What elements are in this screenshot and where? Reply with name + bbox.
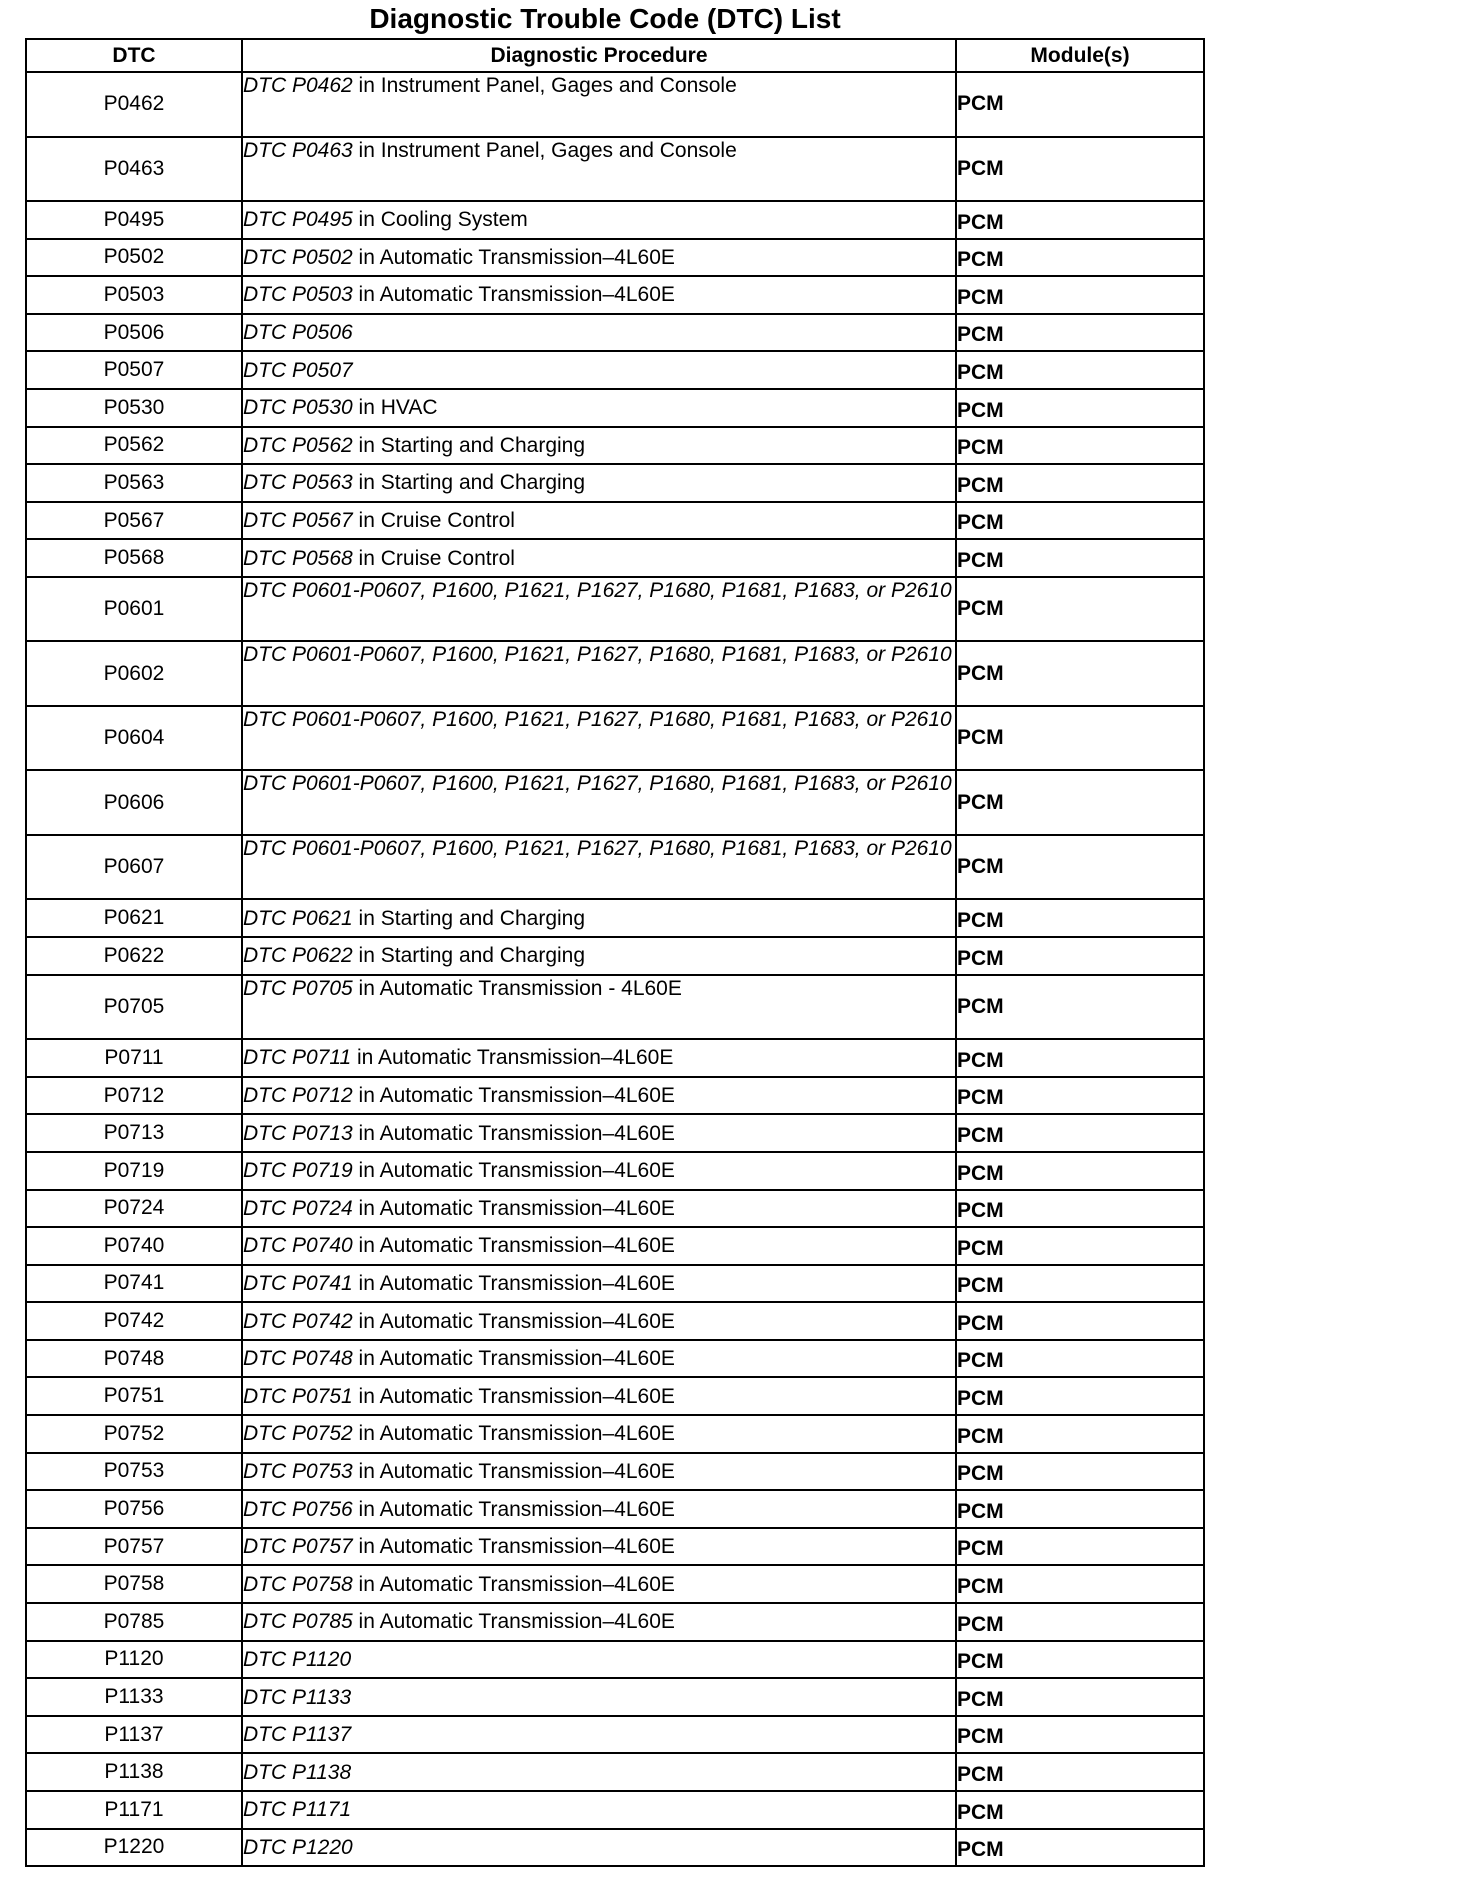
procedure-cell — [242, 1603, 956, 1641]
module-cell: PCM — [956, 770, 1204, 835]
procedure-cell — [242, 1565, 956, 1603]
table-row — [26, 1114, 1204, 1152]
table-row — [26, 1039, 1204, 1077]
procedure-location: in Automatic Transmission–4L60E — [352, 1384, 675, 1408]
procedure-cell — [242, 1415, 956, 1453]
procedure-location: in Cooling System — [352, 208, 528, 232]
dtc-code-cell: P0748 — [26, 1340, 242, 1378]
procedure-reference-link[interactable]: DTC P0713 — [243, 1121, 353, 1145]
module-cell: PCM — [956, 1453, 1204, 1491]
page-title: Diagnostic Trouble Code (DTC) List — [369, 3, 841, 34]
module-cell: PCM — [956, 1377, 1204, 1415]
procedure-reference-link[interactable]: DTC P0758 — [243, 1572, 353, 1596]
procedure-cell — [242, 1716, 956, 1754]
procedure-reference-link[interactable]: DTC P0711 — [243, 1046, 352, 1070]
procedure-reference-link[interactable]: DTC P0757 — [243, 1535, 353, 1559]
dtc-code-cell: P0742 — [26, 1302, 242, 1340]
table-row — [26, 1490, 1204, 1528]
procedure-cell — [242, 276, 956, 314]
procedure-cell — [242, 72, 956, 137]
module-cell: PCM — [956, 72, 1204, 137]
procedure-reference-link[interactable]: DTC P0601-P0607, P1600, P1621, P1627, P1680, P1681, P1683, or P2610 — [243, 643, 952, 667]
procedure-location: in Automatic Transmission–4L60E — [352, 1535, 675, 1559]
module-cell: PCM — [956, 1716, 1204, 1754]
dtc-code-cell: P0567 — [26, 502, 242, 540]
dtc-code-cell: P0502 — [26, 239, 242, 277]
procedure-cell — [242, 706, 956, 771]
table-row — [26, 835, 1204, 900]
dtc-code-cell: P1120 — [26, 1641, 242, 1679]
dtc-code-cell: P0751 — [26, 1377, 242, 1415]
procedure-location: in Automatic Transmission–4L60E — [352, 283, 675, 307]
procedure-cell — [242, 1528, 956, 1566]
dtc-code-cell: P0495 — [26, 201, 242, 239]
module-cell: PCM — [956, 389, 1204, 427]
table-row — [26, 72, 1204, 137]
module-cell: PCM — [956, 1302, 1204, 1340]
dtc-code-cell: P0705 — [26, 975, 242, 1040]
procedure-location: in Automatic Transmission–4L60E — [352, 1422, 675, 1446]
module-cell: PCM — [956, 239, 1204, 277]
dtc-code-cell: P0724 — [26, 1190, 242, 1228]
dtc-code-cell: P0604 — [26, 706, 242, 771]
procedure-location: in Instrument Panel, Gages and Console — [352, 138, 737, 162]
procedure-location: in Automatic Transmission–4L60E — [352, 1572, 675, 1596]
procedure-location: in Instrument Panel, Gages and Console — [352, 74, 737, 97]
dtc-code-cell: P0506 — [26, 314, 242, 352]
procedure-location: in Automatic Transmission–4L60E — [352, 1196, 675, 1220]
procedure-cell — [242, 770, 956, 835]
procedure-location: in Starting and Charging — [352, 906, 586, 930]
module-cell: PCM — [956, 1791, 1204, 1829]
module-cell: PCM — [956, 1490, 1204, 1528]
procedure-reference-link[interactable]: DTC P0719 — [243, 1159, 353, 1183]
dtc-code-cell: P0757 — [26, 1528, 242, 1566]
module-cell: PCM — [956, 1077, 1204, 1115]
module-cell: PCM — [956, 1340, 1204, 1378]
procedure-reference-link[interactable]: DTC P1137 — [243, 1723, 352, 1747]
module-cell: PCM — [956, 201, 1204, 239]
table-row — [26, 1603, 1204, 1641]
dtc-code-cell: P0621 — [26, 899, 242, 937]
procedure-reference-link[interactable]: DTC P0785 — [243, 1610, 353, 1634]
procedure-cell — [242, 975, 956, 1040]
procedure-location: in Automatic Transmission–4L60E — [352, 1309, 675, 1333]
procedure-cell — [242, 1114, 956, 1152]
procedure-reference-link[interactable]: DTC P0622 — [243, 944, 353, 968]
table-row — [26, 1227, 1204, 1265]
module-cell: PCM — [956, 502, 1204, 540]
module-cell: PCM — [956, 835, 1204, 900]
module-cell: PCM — [956, 937, 1204, 975]
table-row — [26, 1716, 1204, 1754]
module-cell: PCM — [956, 427, 1204, 465]
table-row — [26, 1453, 1204, 1491]
procedure-reference-link[interactable]: DTC P0495 — [243, 208, 353, 232]
module-cell: PCM — [956, 1415, 1204, 1453]
procedure-cell — [242, 137, 956, 202]
procedure-reference-link[interactable]: DTC P0503 — [243, 283, 353, 307]
procedure-reference-link[interactable]: DTC P0724 — [243, 1196, 353, 1220]
table-row — [26, 1753, 1204, 1791]
procedure-cell — [242, 1753, 956, 1791]
module-cell: PCM — [956, 1039, 1204, 1077]
module-cell: PCM — [956, 1565, 1204, 1603]
procedure-location: in Automatic Transmission–4L60E — [352, 1084, 675, 1108]
dtc-code-cell: P0606 — [26, 770, 242, 835]
procedure-reference-link[interactable]: DTC P0601-P0607, P1600, P1621, P1627, P1680, P1681, P1683, or P2610 — [243, 578, 952, 602]
procedure-cell — [242, 1265, 956, 1303]
procedure-cell — [242, 239, 956, 277]
table-row — [26, 201, 1204, 239]
procedure-reference-link[interactable]: DTC P0712 — [243, 1084, 353, 1108]
module-cell: PCM — [956, 577, 1204, 642]
procedure-cell — [242, 1039, 956, 1077]
dtc-code-cell: P0503 — [26, 276, 242, 314]
procedure-reference-link[interactable]: DTC P0705 — [243, 976, 353, 1000]
module-cell: PCM — [956, 137, 1204, 202]
module-cell: PCM — [956, 1265, 1204, 1303]
module-cell: PCM — [956, 1152, 1204, 1190]
procedure-reference-link[interactable]: DTC P0741 — [243, 1271, 353, 1295]
procedure-reference-link[interactable]: DTC P1171 — [243, 1798, 352, 1822]
procedure-reference-link[interactable]: DTC P0568 — [243, 546, 353, 570]
procedure-cell — [242, 427, 956, 465]
dtc-code-cell: P0607 — [26, 835, 242, 900]
column-header-modules: Module(s) — [956, 39, 1204, 72]
table-row — [26, 1565, 1204, 1603]
procedure-cell — [242, 1377, 956, 1415]
table-row — [26, 427, 1204, 465]
procedure-cell — [242, 539, 956, 577]
table-row — [26, 389, 1204, 427]
dtc-code-cell: P0530 — [26, 389, 242, 427]
procedure-location: in Automatic Transmission–4L60E — [352, 1234, 675, 1258]
procedure-reference-link[interactable]: DTC P0756 — [243, 1497, 353, 1521]
procedure-cell — [242, 937, 956, 975]
table-row — [26, 1302, 1204, 1340]
dtc-code-cell: P1138 — [26, 1753, 242, 1791]
procedure-reference-link[interactable]: DTC P0463 — [243, 138, 353, 162]
column-header-procedure: Diagnostic Procedure — [242, 39, 956, 72]
procedure-reference-link[interactable]: DTC P0753 — [243, 1459, 353, 1483]
procedure-reference-link[interactable]: DTC P0563 — [243, 471, 353, 495]
dtc-code-cell: P0601 — [26, 577, 242, 642]
procedure-location: in Starting and Charging — [352, 944, 586, 968]
table-row — [26, 314, 1204, 352]
module-cell: PCM — [956, 1678, 1204, 1716]
table-row — [26, 1152, 1204, 1190]
dtc-code-cell: P0752 — [26, 1415, 242, 1453]
procedure-cell — [242, 502, 956, 540]
procedure-cell — [242, 1302, 956, 1340]
procedure-reference-link[interactable]: DTC P0462 — [243, 74, 353, 97]
procedure-cell — [242, 1453, 956, 1491]
procedure-cell — [242, 1190, 956, 1228]
table-row — [26, 1415, 1204, 1453]
procedure-location: in Automatic Transmission–4L60E — [351, 1046, 674, 1070]
table-row — [26, 975, 1204, 1040]
procedure-cell — [242, 1678, 956, 1716]
procedure-location: in Starting and Charging — [352, 433, 586, 457]
procedure-location: in Automatic Transmission–4L60E — [352, 1497, 675, 1521]
procedure-reference-link[interactable]: DTC P1220 — [243, 1835, 353, 1859]
procedure-location: in Cruise Control — [352, 509, 515, 533]
table-row — [26, 706, 1204, 771]
dtc-code-cell: P0756 — [26, 1490, 242, 1528]
procedure-reference-link[interactable]: DTC P0601-P0607, P1600, P1621, P1627, P1680, P1681, P1683, or P2610 — [243, 707, 952, 731]
module-cell: PCM — [956, 1190, 1204, 1228]
procedure-cell — [242, 1641, 956, 1679]
dtc-code-cell: P0563 — [26, 464, 242, 502]
procedure-cell — [242, 1152, 956, 1190]
dtc-code-cell: P0622 — [26, 937, 242, 975]
module-cell: PCM — [956, 276, 1204, 314]
dtc-code-cell: P0785 — [26, 1603, 242, 1641]
procedure-reference-link[interactable]: DTC P0530 — [243, 396, 353, 420]
procedure-location: in Automatic Transmission–4L60E — [352, 1121, 675, 1145]
table-row — [26, 1678, 1204, 1716]
procedure-location: in Automatic Transmission–4L60E — [352, 1459, 675, 1483]
table-row — [26, 137, 1204, 202]
procedure-reference-link[interactable]: DTC P0621 — [243, 906, 353, 930]
module-cell: PCM — [956, 975, 1204, 1040]
table-row — [26, 1077, 1204, 1115]
module-cell: PCM — [956, 1641, 1204, 1679]
procedure-location: in Automatic Transmission–4L60E — [352, 1159, 675, 1183]
dtc-code-cell: P0740 — [26, 1227, 242, 1265]
procedure-cell — [242, 201, 956, 239]
module-cell: PCM — [956, 641, 1204, 706]
procedure-reference-link[interactable]: DTC P0748 — [243, 1347, 353, 1371]
procedure-cell — [242, 1829, 956, 1867]
procedure-reference-link[interactable]: DTC P0751 — [243, 1384, 353, 1408]
procedure-reference-link[interactable]: DTC P0601-P0607, P1600, P1621, P1627, P1680, P1681, P1683, or P2610 — [243, 836, 952, 860]
table-row — [26, 1528, 1204, 1566]
dtc-code-cell: P0741 — [26, 1265, 242, 1303]
procedure-reference-link[interactable]: DTC P0740 — [243, 1234, 353, 1258]
procedure-reference-link[interactable]: DTC P0752 — [243, 1422, 353, 1446]
procedure-cell — [242, 314, 956, 352]
procedure-location: in Automatic Transmission - 4L60E — [352, 976, 682, 1000]
dtc-code-cell: P0713 — [26, 1114, 242, 1152]
procedure-location: in Cruise Control — [352, 546, 515, 570]
module-cell: PCM — [956, 539, 1204, 577]
table-row — [26, 351, 1204, 389]
procedure-reference-link[interactable]: DTC P0562 — [243, 433, 353, 457]
table-header-row — [26, 39, 1204, 72]
dtc-code-cell: P0711 — [26, 1039, 242, 1077]
dtc-code-cell: P0758 — [26, 1565, 242, 1603]
procedure-reference-link[interactable]: DTC P0742 — [243, 1309, 353, 1333]
module-cell: PCM — [956, 1753, 1204, 1791]
procedure-cell — [242, 641, 956, 706]
column-header-dtc: DTC — [26, 39, 242, 72]
table-row — [26, 770, 1204, 835]
dtc-code-cell: P0719 — [26, 1152, 242, 1190]
table-row — [26, 577, 1204, 642]
procedure-reference-link[interactable]: DTC P0507 — [243, 358, 353, 382]
table-row — [26, 1265, 1204, 1303]
dtc-code-cell: P1171 — [26, 1791, 242, 1829]
procedure-location: in Automatic Transmission–4L60E — [352, 1610, 675, 1634]
module-cell: PCM — [956, 1528, 1204, 1566]
procedure-location: in Automatic Transmission–4L60E — [352, 1347, 675, 1371]
procedure-cell — [242, 1490, 956, 1528]
table-body — [26, 72, 1204, 1866]
table-row — [26, 502, 1204, 540]
procedure-cell — [242, 1791, 956, 1829]
procedure-cell — [242, 1340, 956, 1378]
table-row — [26, 1791, 1204, 1829]
dtc-code-cell: P0462 — [26, 72, 242, 137]
procedure-cell — [242, 351, 956, 389]
procedure-reference-link[interactable]: DTC P0506 — [243, 321, 353, 345]
dtc-code-cell: P0712 — [26, 1077, 242, 1115]
dtc-code-cell: P0463 — [26, 137, 242, 202]
table-row — [26, 641, 1204, 706]
table-row — [26, 539, 1204, 577]
table-row — [26, 1377, 1204, 1415]
dtc-code-cell: P1220 — [26, 1829, 242, 1867]
table-row — [26, 239, 1204, 277]
table-row — [26, 1340, 1204, 1378]
procedure-cell — [242, 899, 956, 937]
procedure-location: in Automatic Transmission–4L60E — [352, 245, 675, 269]
procedure-reference-link[interactable]: DTC P0601-P0607, P1600, P1621, P1627, P1680, P1681, P1683, or P2610 — [243, 772, 952, 796]
module-cell: PCM — [956, 706, 1204, 771]
procedure-location: in HVAC — [352, 396, 438, 420]
module-cell: PCM — [956, 1603, 1204, 1641]
module-cell: PCM — [956, 1114, 1204, 1152]
table-row — [26, 1829, 1204, 1867]
procedure-cell — [242, 464, 956, 502]
module-cell: PCM — [956, 1227, 1204, 1265]
module-cell: PCM — [956, 314, 1204, 352]
procedure-location: in Starting and Charging — [352, 471, 586, 495]
table-row — [26, 899, 1204, 937]
table-row — [26, 464, 1204, 502]
procedure-reference-link[interactable]: DTC P1133 — [243, 1685, 352, 1709]
dtc-code-cell: P0568 — [26, 539, 242, 577]
procedure-reference-link[interactable]: DTC P1120 — [243, 1647, 352, 1671]
dtc-code-cell: P0753 — [26, 1453, 242, 1491]
dtc-code-cell: P1133 — [26, 1678, 242, 1716]
procedure-cell — [242, 389, 956, 427]
module-cell: PCM — [956, 351, 1204, 389]
table-row — [26, 1641, 1204, 1679]
procedure-reference-link[interactable]: DTC P0502 — [243, 245, 353, 269]
module-cell: PCM — [956, 899, 1204, 937]
procedure-reference-link[interactable]: DTC P0567 — [243, 509, 353, 533]
dtc-code-cell: P1137 — [26, 1716, 242, 1754]
table-row — [26, 1190, 1204, 1228]
dtc-code-cell: P0602 — [26, 641, 242, 706]
procedure-cell — [242, 1227, 956, 1265]
procedure-reference-link[interactable]: DTC P1138 — [243, 1760, 352, 1784]
procedure-cell — [242, 577, 956, 642]
dtc-table — [25, 38, 1205, 1867]
procedure-cell — [242, 835, 956, 900]
dtc-code-cell: P0507 — [26, 351, 242, 389]
module-cell: PCM — [956, 1829, 1204, 1867]
procedure-location: in Automatic Transmission–4L60E — [352, 1271, 675, 1295]
table-row — [26, 937, 1204, 975]
module-cell: PCM — [956, 464, 1204, 502]
dtc-code-cell: P0562 — [26, 427, 242, 465]
table-row — [26, 276, 1204, 314]
procedure-cell — [242, 1077, 956, 1115]
